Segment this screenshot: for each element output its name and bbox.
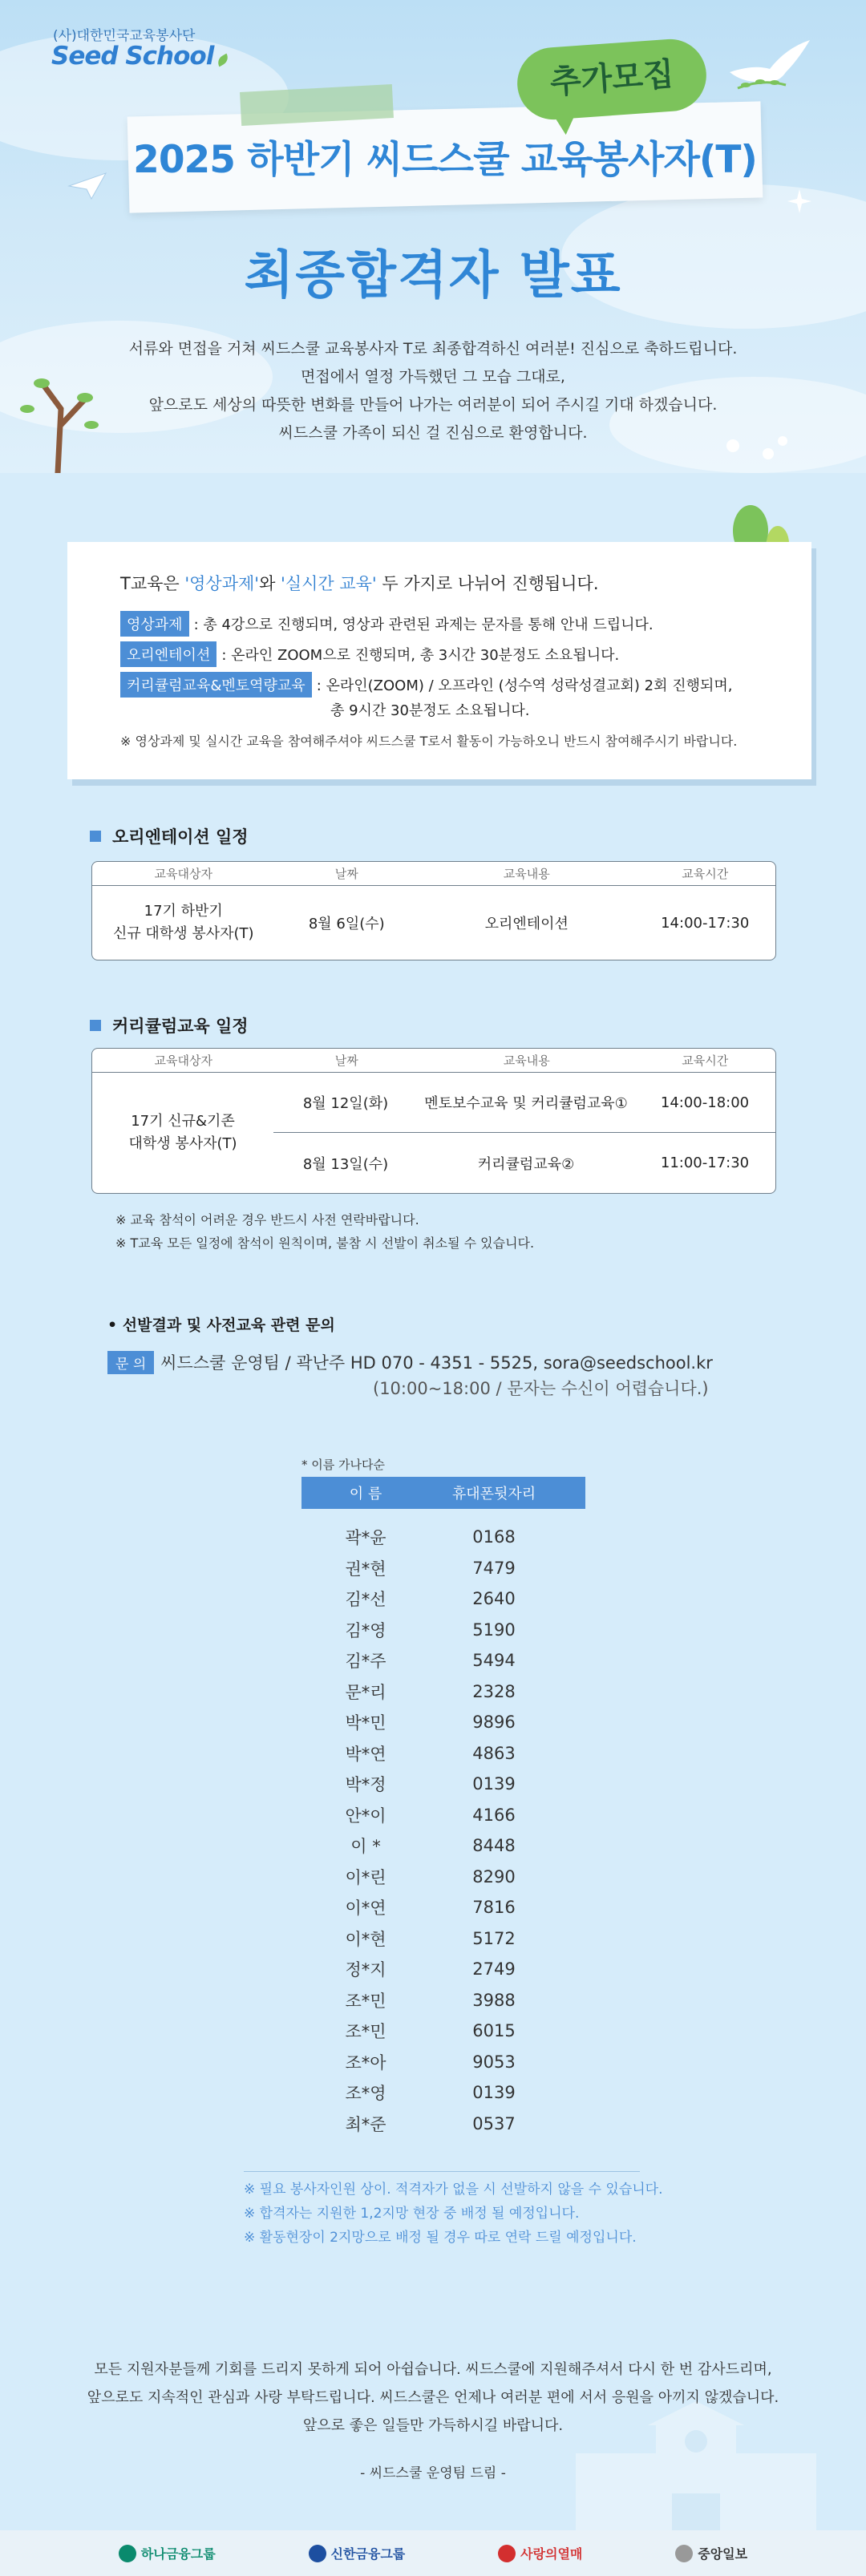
table-row: 17기 하반기 신규 대학생 봉사자(T) 8월 6일(수) 오리엔테이션 14:00-17:30 bbox=[112, 903, 750, 942]
page-subtitle: 최종합격자 발표 bbox=[244, 246, 622, 305]
bird-icon bbox=[722, 32, 818, 96]
list-item bbox=[301, 1769, 585, 1800]
info-item-curriculum: 커리큘럼교육&멘토역량교육 : 온라인(ZOOM) / 오프라인 (성수역 성락성결교회) 2회 진행되며, bbox=[120, 672, 733, 698]
list-item bbox=[301, 1583, 585, 1615]
orientation-table bbox=[91, 861, 776, 960]
passer-phone-suffix: 3988 bbox=[472, 1990, 516, 2010]
inquiry-hours: (10:00~18:00 / 문자는 수신이 어렵습니다.) bbox=[373, 1379, 709, 1398]
sponsor-hana: 하나금융그룹 bbox=[119, 2544, 216, 2562]
passer-name: 권*현 bbox=[345, 1559, 386, 1579]
list-header bbox=[301, 1477, 585, 1509]
passer-phone-suffix: 9053 bbox=[472, 2052, 516, 2072]
passer-name: 문*리 bbox=[345, 1682, 386, 1702]
list-item bbox=[301, 1800, 585, 1831]
passer-name: 안*이 bbox=[345, 1806, 386, 1826]
page-title: 2025 하반기 씨드스쿨 교육봉사자(T) bbox=[133, 138, 757, 182]
info-item-video: 영상과제 : 총 4강으로 진행되며, 영상과 관련된 과제는 문자를 통해 안내 드립니다. bbox=[120, 611, 654, 637]
list-item bbox=[301, 1522, 585, 1553]
passer-phone-suffix: 0139 bbox=[472, 1774, 516, 1794]
sponsor-footer bbox=[0, 2530, 866, 2576]
curriculum-notes: ※ 교육 참석이 어려운 경우 반드시 사전 연락바랍니다. ※ T교육 모든 일정에 참석이 원칙이며, 불참 시 선발이 취소될 수 있습니다. bbox=[115, 1212, 535, 1251]
tag-orientation: 오리엔테이션 bbox=[120, 641, 216, 667]
passer-phone-suffix: 7816 bbox=[472, 1898, 516, 1918]
passer-name: 최*준 bbox=[345, 2114, 386, 2134]
additional-recruit-badge: 추가모집 bbox=[548, 55, 675, 102]
list-item bbox=[301, 1892, 585, 1923]
passer-name: 김*영 bbox=[345, 1620, 386, 1640]
list-item bbox=[301, 1615, 585, 1646]
list-item bbox=[301, 1676, 585, 1708]
list-item bbox=[301, 1645, 585, 1676]
paper-plane-icon bbox=[67, 170, 107, 202]
list-item bbox=[301, 1862, 585, 1893]
list-item bbox=[301, 1830, 585, 1862]
education-info-heading: T교육은 '영상과제'와 '실시간 교육' 두 가지로 나뉘어 진행됩니다. bbox=[120, 574, 599, 593]
passer-phone-suffix: 5172 bbox=[472, 1928, 516, 1948]
sparkle-icon bbox=[787, 189, 811, 213]
seed-school-logo: Seed School bbox=[51, 42, 229, 71]
passer-phone-suffix: 2640 bbox=[472, 1589, 516, 1609]
table-row: 8월 13일(수) 커리큘럼교육② 11:00-17:30 bbox=[302, 1155, 750, 1173]
name-column-header: 이 름 bbox=[349, 1486, 382, 1502]
passer-phone-suffix: 9896 bbox=[472, 1713, 516, 1733]
list-item bbox=[301, 2016, 585, 2047]
passer-name: 곽*윤 bbox=[345, 1528, 386, 1548]
passer-name: 이*현 bbox=[345, 1929, 386, 1949]
list-item bbox=[301, 1738, 585, 1769]
passer-name: 정*지 bbox=[345, 1960, 386, 1980]
passer-phone-suffix: 0139 bbox=[472, 2083, 516, 2103]
passer-name: 박*연 bbox=[345, 1744, 386, 1764]
passer-name: 조*민 bbox=[345, 1991, 386, 2011]
inquiry-contact: 문 의 씨드스쿨 운영팀 / 곽난주 HD 070 - 4351 - 5525, sora@seedschool.kr bbox=[107, 1350, 713, 1374]
tag-curriculum: 커리큘럼교육&멘토역량교육 bbox=[120, 672, 312, 698]
curriculum-table bbox=[91, 1048, 776, 1194]
sponsor-shinhan: 신한금융그룹 bbox=[309, 2544, 406, 2562]
passer-name: 김*선 bbox=[345, 1590, 386, 1610]
passer-name: 조*아 bbox=[345, 2052, 386, 2073]
passer-phone-suffix: 0537 bbox=[472, 2113, 516, 2133]
passer-phone-suffix: 5494 bbox=[472, 1651, 516, 1671]
passer-phone-suffix: 7479 bbox=[472, 1558, 516, 1578]
table-row: 8월 12일(화) 멘토보수교육 및 커리큘럼교육① 14:00-18:00 bbox=[273, 1073, 775, 1133]
list-item bbox=[301, 1923, 585, 1955]
passer-phone-suffix: 5190 bbox=[472, 1620, 516, 1640]
passer-name: 이*연 bbox=[345, 1899, 386, 1919]
passer-phone-suffix: 0168 bbox=[472, 1527, 516, 1547]
org-name: (사)대한민국교육봉사단 bbox=[53, 28, 196, 44]
passer-phone-suffix: 2749 bbox=[472, 1959, 516, 1980]
passer-name: 박*민 bbox=[345, 1713, 386, 1733]
orientation-title: 오리엔테이션 일정 bbox=[90, 824, 249, 848]
list-notes: ※ 필요 봉사자인원 상이. 적격자가 없을 시 선발하지 않을 수 있습니다. ※ 합격자는 지원한 1,2지망 현장 중 배정 될 예정입니다. ※ 활동현장이 2지망으로 배정 될 경우 따로 연락 드릴 예정입니다. bbox=[244, 2182, 663, 2246]
curriculum-title: 커리큘럼교육 일정 bbox=[90, 1013, 249, 1037]
passer-name: 박*정 bbox=[345, 1775, 386, 1795]
list-item bbox=[301, 2109, 585, 2140]
list-item bbox=[301, 2077, 585, 2109]
info-item-orientation: 오리엔테이션 : 온라인 ZOOM으로 진행되며, 총 3시간 30분정도 소요됩니다. bbox=[120, 641, 619, 667]
info-item-curriculum-duration: 총 9시간 30분정도 소요됩니다. bbox=[330, 702, 530, 719]
passer-name: 이*린 bbox=[345, 1867, 386, 1887]
passer-name: 조*민 bbox=[345, 2022, 386, 2042]
list-item bbox=[301, 1707, 585, 1738]
passer-phone-suffix: 2328 bbox=[472, 1681, 516, 1701]
passer-phone-suffix: 8290 bbox=[472, 1866, 516, 1887]
sponsor-love-fruit: 사랑의열매 bbox=[498, 2544, 582, 2562]
sponsor-joongang: 중앙일보 bbox=[675, 2544, 747, 2562]
divider bbox=[244, 2171, 640, 2172]
sort-note: * 이름 가나다순 bbox=[301, 1458, 385, 1472]
passer-name: 이 * bbox=[350, 1837, 381, 1857]
passer-list bbox=[301, 1522, 585, 2139]
list-item bbox=[301, 2047, 585, 2078]
passer-phone-suffix: 6015 bbox=[472, 2021, 516, 2041]
closing-message: 모든 지원자분들께 기회를 드리지 못하게 되어 아쉽습니다. 씨드스쿨에 지원해주셔서 다시 한 번 감사드리며, 앞으로도 지속적인 관심과 사랑 부탁드립니다. 씨드스쿨은 언제나 여러분 편에 서서 응원을 아끼지 않겠습니다. 앞으로 좋은 일들만 가득하시길 바랍니다. bbox=[87, 2361, 779, 2434]
table-header: 교육대상자 날짜 교육내용 교육시간 bbox=[92, 1049, 775, 1073]
passer-name: 조*영 bbox=[345, 2084, 386, 2104]
table-header: 교육대상자 날짜 교육내용 교육시간 bbox=[92, 862, 775, 886]
inquiry-tag: 문 의 bbox=[107, 1351, 154, 1374]
list-item bbox=[301, 1954, 585, 1985]
info-note: ※ 영상과제 및 실시간 교육을 참여해주셔야 씨드스쿨 T로서 활동이 가능하오니 반드시 참여해주시기 바랍니다. bbox=[120, 734, 738, 749]
list-item bbox=[301, 1985, 585, 2016]
curriculum-target: 17기 신규&기존 대학생 봉사자(T) bbox=[128, 1113, 237, 1152]
phone-column-header: 휴대폰뒷자리 bbox=[451, 1486, 536, 1502]
signature: - 씨드스쿨 운영팀 드림 - bbox=[360, 2465, 506, 2481]
passer-phone-suffix: 8448 bbox=[472, 1836, 516, 1856]
passer-name: 김*주 bbox=[345, 1652, 386, 1672]
hero-banner bbox=[0, 0, 866, 473]
passer-phone-suffix: 4863 bbox=[472, 1743, 516, 1763]
list-item bbox=[301, 1553, 585, 1584]
tag-video: 영상과제 bbox=[120, 611, 189, 637]
passer-phone-suffix: 4166 bbox=[472, 1805, 516, 1825]
inquiry-title: • 선발결과 및 사전교육 관련 문의 bbox=[107, 1316, 335, 1334]
intro-text: 서류와 면접을 거쳐 씨드스쿨 교육봉사자 T로 최종합격하신 여러분! 진심으로 축하드립니다. 면접에서 열정 가득했던 그 모습 그대로, 앞으로도 세상의 따뜻한 변화를 만들어 나가는 여러분이 되어 주시길 기대 하겠습니다. 씨드스쿨 가족이 되신 걸 진심으로 환영합니다. bbox=[128, 340, 738, 442]
